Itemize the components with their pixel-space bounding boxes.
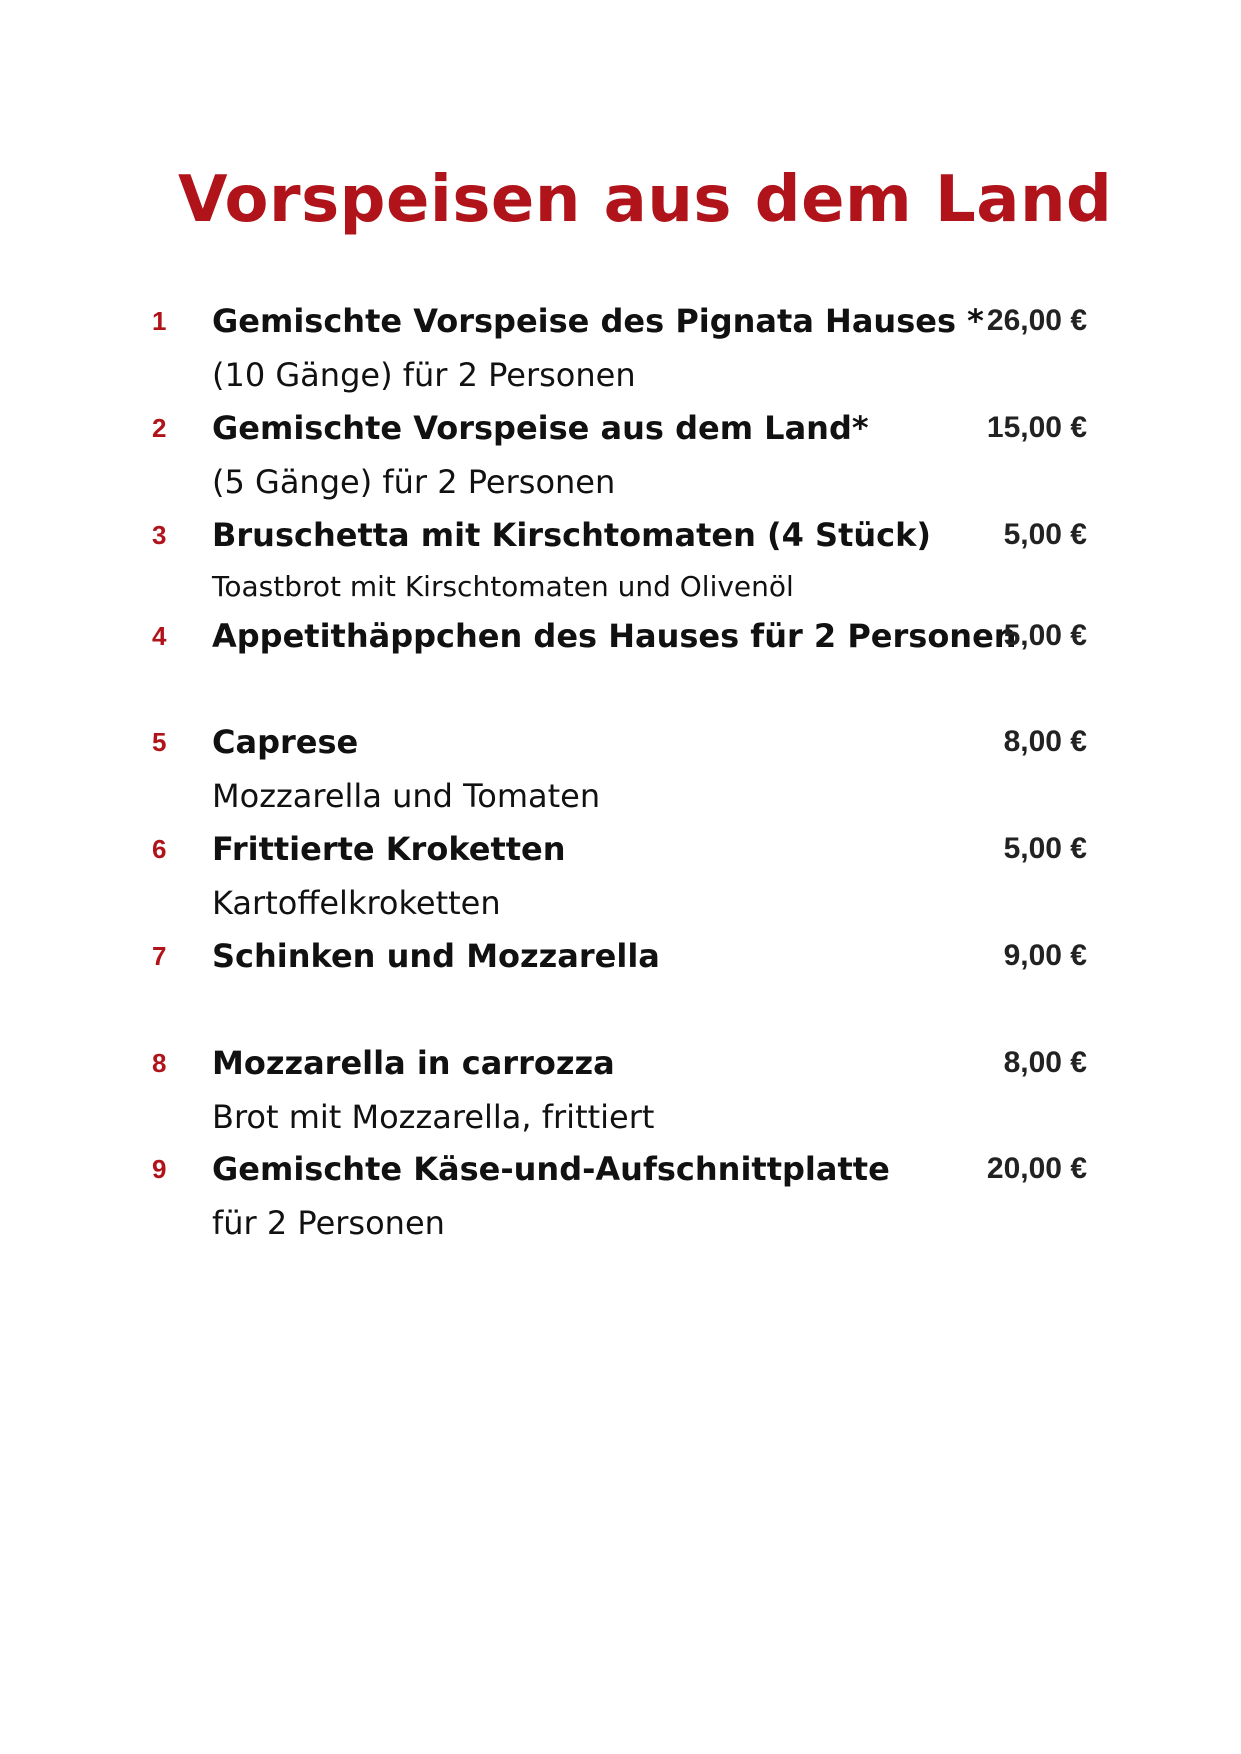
item-description: für 2 Personen: [212, 1204, 445, 1242]
item-name: Caprese: [212, 723, 359, 761]
item-name: Gemischte Vorspeise aus dem Land*: [212, 409, 869, 447]
item-name: Appetithäppchen des Hauses für 2 Personen: [212, 617, 1017, 655]
item-price: 9,00 €: [1003, 939, 1087, 972]
item-number: 2: [152, 413, 167, 443]
item-name: Frittierte Kroketten: [212, 830, 566, 868]
item-number: 8: [152, 1048, 167, 1078]
item-price: 5,00 €: [1003, 518, 1087, 551]
item-number: 6: [152, 834, 167, 864]
item-number: 9: [152, 1154, 167, 1184]
page-title: Vorspeisen aus dem Land: [178, 163, 1113, 237]
item-description: (10 Gänge) für 2 Personen: [212, 356, 636, 394]
item-name: Bruschetta mit Kirschtomaten (4 Stück): [212, 516, 932, 554]
item-description: Mozzarella und Tomaten: [212, 777, 601, 815]
item-number: 5: [152, 727, 167, 757]
item-description: Toastbrot mit Kirschtomaten und Olivenöl: [212, 570, 794, 603]
item-name: Mozzarella in carrozza: [212, 1044, 615, 1082]
item-price: 8,00 €: [1003, 725, 1087, 758]
item-price: 20,00 €: [986, 1152, 1087, 1185]
item-description: Brot mit Mozzarella, frittiert: [212, 1098, 655, 1136]
item-price: 15,00 €: [986, 411, 1087, 444]
item-number: 3: [152, 520, 167, 550]
item-description: (5 Gänge) für 2 Personen: [212, 463, 616, 501]
item-price: 5,00 €: [1003, 619, 1087, 652]
item-number: 4: [152, 621, 167, 651]
item-name: Gemischte Käse-und-Aufschnittplatte: [212, 1150, 890, 1188]
item-name: Schinken und Mozzarella: [212, 937, 660, 975]
item-number: 1: [152, 306, 167, 336]
item-name: Gemischte Vorspeise des Pignata Hauses *: [212, 302, 984, 340]
item-description: Kartoffelkroketten: [212, 884, 501, 922]
item-price: 26,00 €: [986, 304, 1087, 337]
item-price: 5,00 €: [1003, 832, 1087, 865]
item-number: 7: [152, 941, 167, 971]
item-price: 8,00 €: [1003, 1046, 1087, 1079]
